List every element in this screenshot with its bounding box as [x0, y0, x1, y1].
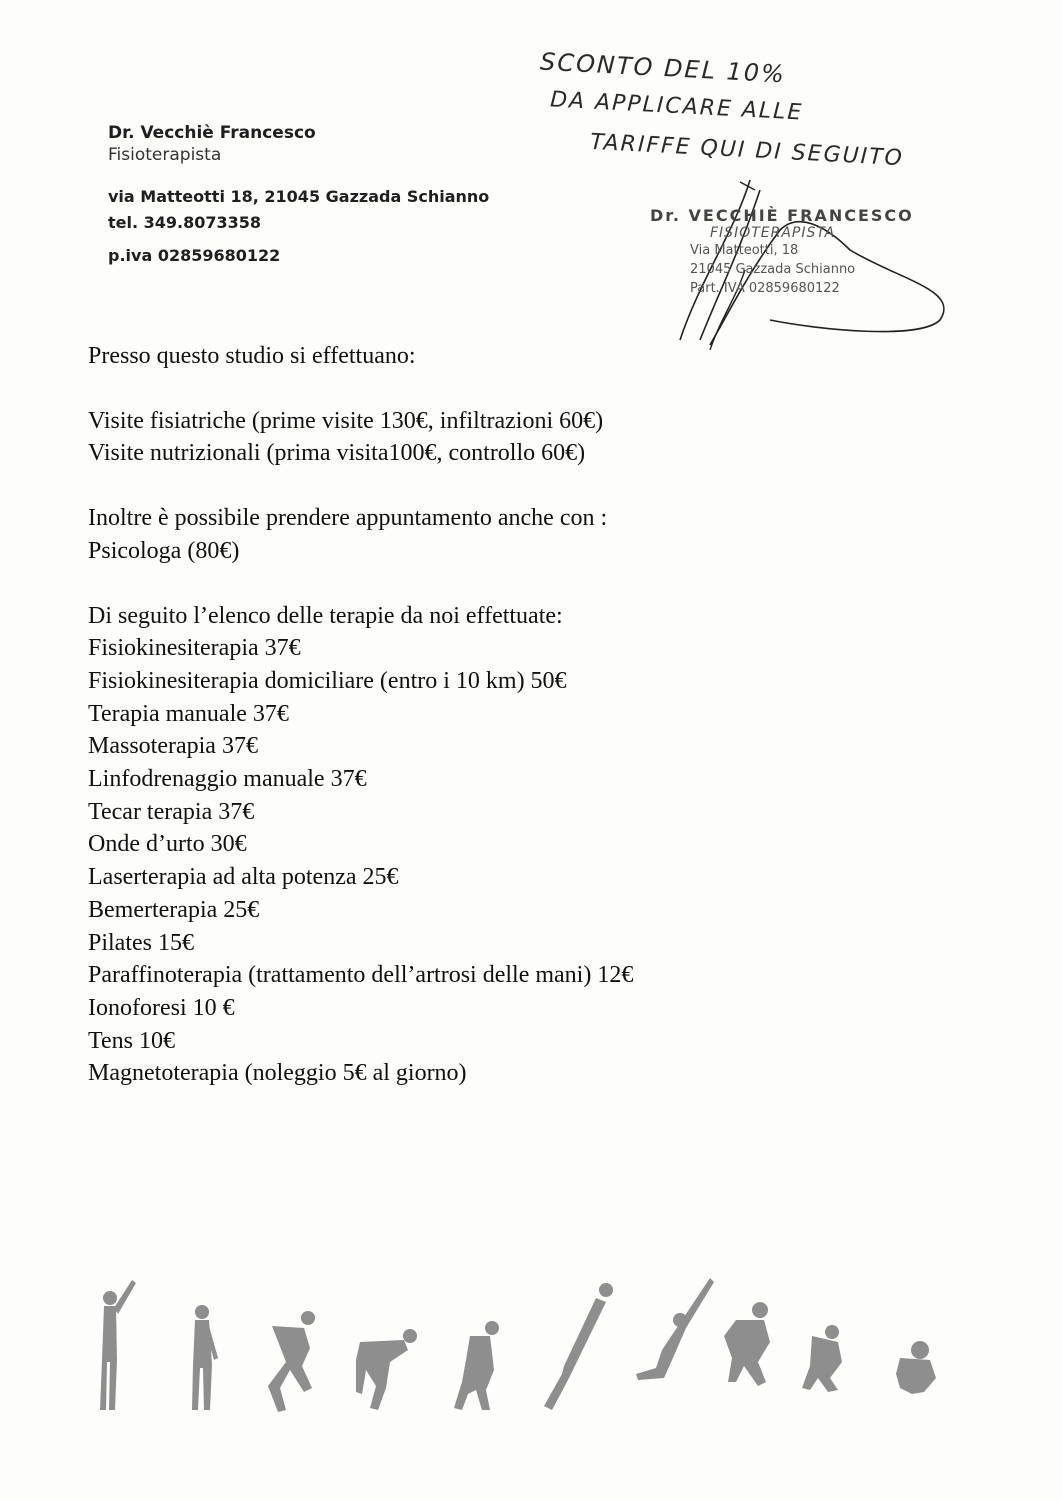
intro-line: Presso questo studio si effettuano: — [88, 343, 416, 369]
figure-deep-squat-icon — [896, 1341, 936, 1394]
figure-landing-icon — [724, 1302, 770, 1386]
letterhead — [108, 122, 489, 265]
stamp-role: FISIOTERAPISTA — [710, 225, 836, 241]
visit-line: Visite fisiatriche (prime visite 130€, infiltrazioni 60€) — [88, 407, 604, 434]
figure-standing-icon — [100, 1280, 136, 1410]
therapy-line: Tecar terapia 37€ — [88, 798, 255, 825]
figure-dive-icon — [636, 1278, 714, 1380]
therapy-line: Fisiokinesiterapia 37€ — [88, 635, 301, 662]
therapy-line: Ionoforesi 10 € — [88, 994, 235, 1021]
document-body — [88, 340, 988, 1090]
also-item-line: Psicologa (80€) — [88, 537, 240, 564]
therapy-line: Fisiokinesiterapia domiciliare (entro i 10 km) 50€ — [88, 667, 567, 694]
therapy-line: Onde d’urto 30€ — [88, 831, 247, 858]
doctor-role: Fisioterapista — [108, 145, 222, 165]
therapy-line: Pilates 15€ — [88, 929, 194, 956]
therapy-line: Linfodrenaggio manuale 37€ — [88, 766, 367, 793]
therapy-line: Massoterapia 37€ — [88, 733, 258, 760]
professional-stamp — [650, 206, 914, 298]
stamp-street: Via Matteotti, 18 — [690, 243, 799, 258]
handwritten-line-3: TARIFFE QUI DI SEGUITO — [589, 129, 905, 172]
doctor-name: Dr. Vecchiè Francesco — [108, 123, 316, 143]
figure-crouch-icon — [454, 1321, 499, 1410]
therapy-line: Tens 10€ — [88, 1027, 175, 1054]
stamp-name: Dr. VECCHIÈ FRANCESCO — [650, 206, 914, 225]
therapies-intro-line: Di seguito l’elenco delle terapie da noi effettuate: — [88, 602, 563, 629]
stamp-vat: Part. IVA 02859680122 — [690, 281, 840, 296]
therapy-line: Laserterapia ad alta potenza 25€ — [88, 864, 399, 891]
figure-jump-icon — [544, 1283, 613, 1410]
therapy-line: Paraffinoterapia (trattamento dell’artrosi delle mani) 12€ — [88, 962, 634, 989]
figure-squat-icon — [802, 1325, 842, 1392]
therapy-line: Bemerterapia 25€ — [88, 896, 260, 923]
handwritten-line-1: SCONTO DEL 10% — [539, 47, 787, 89]
therapy-line: Magnetoterapia (noleggio 5€ al giorno) — [88, 1060, 467, 1087]
figure-standing-icon — [192, 1305, 218, 1410]
doctor-address: via Matteotti 18, 21045 Gazzada Schianno — [108, 187, 490, 206]
therapy-line: Terapia manuale 37€ — [88, 700, 289, 727]
doctor-vat: p.iva 02859680122 — [108, 246, 281, 265]
visit-line: Visite nutrizionali (prima visita100€, controllo 60€) — [88, 440, 586, 467]
handwritten-line-2: DA APPLICARE ALLE — [549, 87, 804, 126]
figure-lean-icon — [356, 1329, 417, 1410]
figure-crouch-icon — [268, 1311, 315, 1412]
also-intro-line: Inoltre è possibile prendere appuntamento anche con : — [88, 505, 608, 532]
stamp-city: 21045 Gazzada Schianno — [690, 262, 856, 277]
doctor-phone: tel. 349.8073358 — [108, 213, 262, 232]
movement-figures-icon — [90, 1270, 970, 1430]
